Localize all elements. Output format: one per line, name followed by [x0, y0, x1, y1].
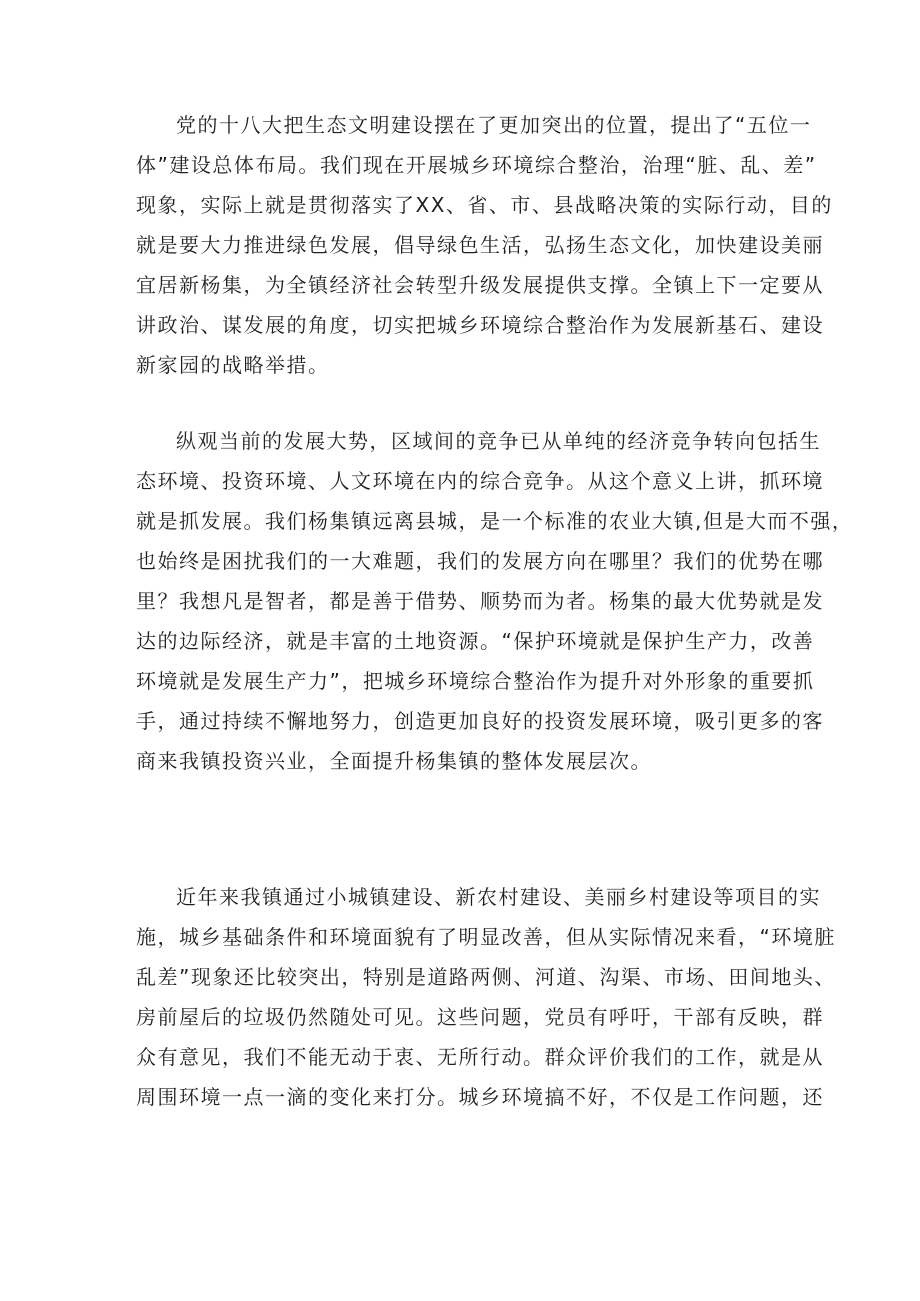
text-line: 纵观当前的发展大势，区域间的竞争已从单纯的经济竞争转向包括生 — [176, 429, 821, 453]
text-line: 现象，实际上就是贯彻落实了XX、省、市、县战略决策的实际行动，目的 — [136, 193, 833, 217]
text-line: 就是要大力推进绿色发展，倡导绿色生活，弘扬生态文化，加快建设美丽 — [136, 233, 824, 257]
text-line: 新家园的战略举措。 — [136, 353, 330, 377]
text-line: 也始终是困扰我们的一大难题，我们的发展方向在哪里？我们的优势在哪 — [136, 549, 824, 573]
text-line: 房前屋后的垃圾仍然随处可见。这些问题，党员有呼吁，干部有反映，群 — [136, 1005, 824, 1029]
text-line: 近年来我镇通过小城镇建设、新农村建设、美丽乡村建设等项目的实 — [176, 885, 821, 909]
text-line: 周围环境一点一滴的变化来打分。城乡环境搞不好，不仅是工作问题，还 — [136, 1085, 824, 1109]
text-line: 商来我镇投资兴业，全面提升杨集镇的整体发展层次。 — [136, 749, 652, 773]
paragraph-3 — [136, 877, 836, 1117]
text-line: 乱差”现象还比较突出，特别是道路两侧、河道、沟渠、市场、田间地头、 — [136, 965, 836, 989]
text-line: 就是抓发展。我们杨集镇远离县城，是一个标准的农业大镇,但是大而不强， — [136, 509, 854, 533]
text-line: 环境就是发展生产力”，把城乡环境综合整治作为提升对外形象的重要抓 — [136, 669, 815, 693]
paragraph-2 — [136, 421, 854, 781]
text-line: 态环境、投资环境、人文环境在内的综合竞争。从这个意义上讲，抓环境 — [136, 469, 824, 493]
text-line: 里？我想凡是智者，都是善于借势、顺势而为者。杨集的最大优势就是发 — [136, 589, 824, 613]
text-line: 手，通过持续不懈地努力，创造更加良好的投资发展环境，吸引更多的客 — [136, 709, 824, 733]
text-line: 达的边际经济，就是丰富的土地资源。“保护环境就是保护生产力，改善 — [136, 629, 815, 653]
text-line: 施，城乡基础条件和环境面貌有了明显改善，但从实际情况来看，“环境脏 — [136, 925, 836, 949]
text-line: 体”建设总体布局。我们现在开展城乡环境综合整治，治理“脏、乱、差” — [136, 153, 817, 177]
paragraph-1 — [136, 105, 833, 385]
text-line: 众有意见，我们不能无动于衷、无所行动。群众评价我们的工作，就是从 — [136, 1045, 824, 1069]
text-line: 党的十八大把生态文明建设摆在了更加突出的位置，提出了“五位一 — [176, 113, 812, 137]
text-line: 宜居新杨集，为全镇经济社会转型升级发展提供支撑。全镇上下一定要从 — [136, 273, 824, 297]
text-line: 讲政治、谋发展的角度，切实把城乡环境综合整治作为发展新基石、建设 — [136, 313, 824, 337]
